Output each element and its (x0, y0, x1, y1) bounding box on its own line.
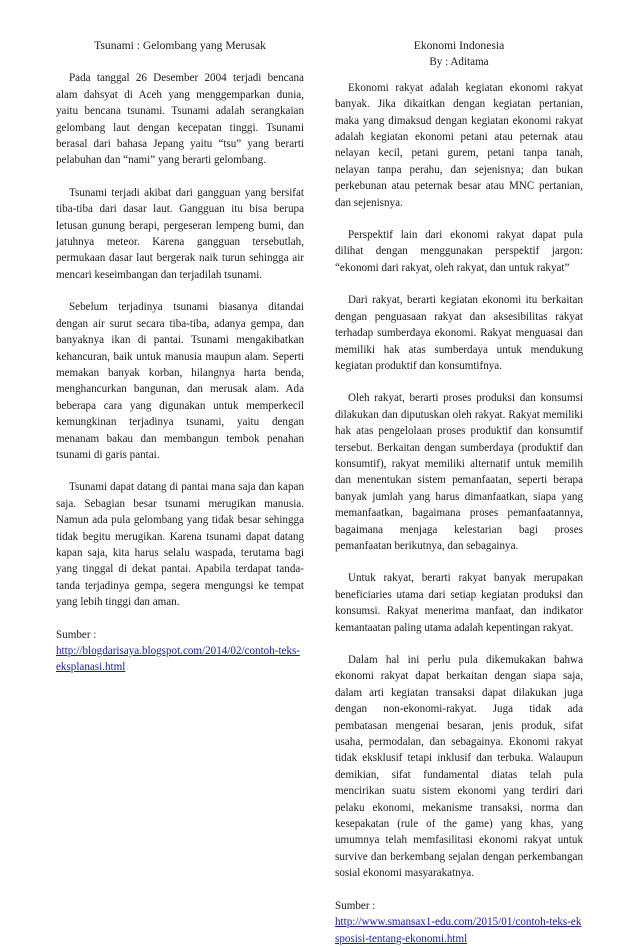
paragraph: Perspektif lain dari ekonomi rakyat dapat pula dilihat dengan menggunakan perspektif jargon: “ekonomi dari rakyat, oleh rakyat, dan untuk rakyat” (335, 229, 583, 274)
paragraph: Dalam hal ini perlu pula dikemukakan bahwa ekonomi rakyat dapat berkaitan dengan siapa saja, dalam arti kegiatan transaksi dapat dilakukan juga dengan non-ekonomi-rakyat. Juga tidak ada pembatasan mengenai besaran, jenis produk, sifat usaha, permodalan, dan sebagainya. Ekonomi rakyat tidak eksklusif tetapi inklusif dan terbuka. Walaupun demikian, sifat fundamental diatas telah pula mencirikan suatu sistem ekonomi yang terdiri dari pelaku ekonomi, mekanisme transaksi, norma dan kesepakatan (rule of the game) yang khas, yang umumnya telah memfasilitasi ekonomi rakyat untuk survive dan berkembang sejalan dengan perkembangan sosial ekonomi masyarakatnya. (335, 654, 583, 880)
source-block (56, 627, 304, 676)
article-author: By : Aditama (429, 56, 489, 69)
paragraph: Ekonomi rakyat adalah kegiatan ekonomi rakyat banyak. Jika dikaitkan dengan kegiatan pertanian, maka yang dimaksud dengan kegiatan ekonomi rakyat adalah kegiatan ekonomi petani atau peternak atau nelayan kecil, petani gurem, petani tanpa tanah, nelayan tanpa perahu, dan sejenisnya; dan bukan perkebunan atau peternak besar atau MNC pertanian, dan sejenisnya. (335, 81, 583, 209)
left-column (56, 38, 304, 676)
paragraph: Dari rakyat, berarti kegiatan ekonomi itu berkaitan dengan penguasaan rakyat dan aksesibilitas rakyat terhadap sumberdaya ekonomi. Rakyat menguasai dan memiliki hak atas sumberdaya untuk mendukung kegiatan produktif dan konsumtifnya. (335, 294, 583, 372)
source-label: Sumber : (56, 628, 97, 641)
article-title-ekonomi: Ekonomi Indonesia (413, 39, 505, 52)
paragraph: Tsunami terjadi akibat dari gangguan yang bersifat tiba-tiba dari dasar laut. Gangguan itu bisa berupa letusan gunung berapi, pergeseran lempeng bumi, dan jatuhnya meteor. Karena gangguan tersebutlah, permukaan dasar laut bergerak naik turun sehingga air mencari keseimbangan dan terjadilah tsunami. (56, 186, 304, 281)
paragraph: Sebelum terjadinya tsunami biasanya ditandai dengan air surut secara tiba-tiba, adanya gempa, dan banyaknya ikan di pantai. Tsunami mengakibatkan kehancuran, baik untuk manusia maupun alam. Seperti memakan banyak korban, hilangnya harta benda, menghancurkan bangunan, dan merusak alam. Ada beberapa cara yang digunakan untuk memperkecil kemungkinan terjadinya tsunami, yaitu dengan menanam bakau dan membangun tembok penahan tsunami di garis pantai. (56, 301, 304, 461)
source-label: Sumber : (335, 899, 376, 912)
source-link[interactable]: http://blogdarisaya.blogspot.com/2014/02/contoh-teks-eksplanasi.html (56, 645, 301, 674)
paragraph: Oleh rakyat, berarti proses produksi dan konsumsi dilakukan dan diputuskan oleh rakyat. Rakyat memiliki hak atas pengelolaan proses produktif dan konsumtif tersebut. Berkaitan dengan sumberdaya (produktif dan konsumtif), rakyat memiliki alternatif untuk memilih dan menentukan sistem pemanfaatan, seperti berapa banyak jumlah yang harus dimanfaatkan, siapa yang memanfaatkan, bagaimana proses pemanfaatannya, bagaimana menjaga kelestarian bagi proses pemanfaatan berikutnya, dan sebagainya. (335, 392, 583, 552)
right-column (335, 38, 583, 947)
source-block (335, 898, 583, 947)
paragraph: Pada tanggal 26 Desember 2004 terjadi bencana alam dahsyat di Aceh yang menggemparkan dunia, yaitu bencana tsunami. Tsunami adalah serangkaian gelombang laut dengan kecepatan tinggi. Tsunami berasal dari bahasa Jepang yaitu “tsu” yang berarti pelabuhan dan “nami” yang berarti gelombang. (56, 72, 304, 167)
article-title-tsunami: Tsunami : Gelombang yang Merusak (94, 39, 266, 52)
source-link[interactable]: http://www.smansax1-edu.com/2015/01/contoh-teks-eksposisi-tentang-ekonomi.html (335, 916, 582, 945)
paragraph: Untuk rakyat, berarti rakyat banyak merupakan beneficiaries utama dari setiap kegiatan produksi dan konsumsi. Rakyat menerima manfaat, dan indikator kemantaatan paling utama adalah kepentingan rakyat. (335, 572, 583, 634)
paragraph: Tsunami dapat datang di pantai mana saja dan kapan saja. Sebagian besar tsunami merugikan manusia. Namun ada pula gelombang yang tidak besar sehingga tidak begitu merugikan. Karena tsunami dapat datang kapan saja, kita harus selalu waspada, terutama bagi yang tinggal di dekat pantai. Apabila terdapat tanda-tanda terjadinya gempa, segera mengungsi ke tempat yang lebih tinggi dan aman. (56, 481, 304, 609)
